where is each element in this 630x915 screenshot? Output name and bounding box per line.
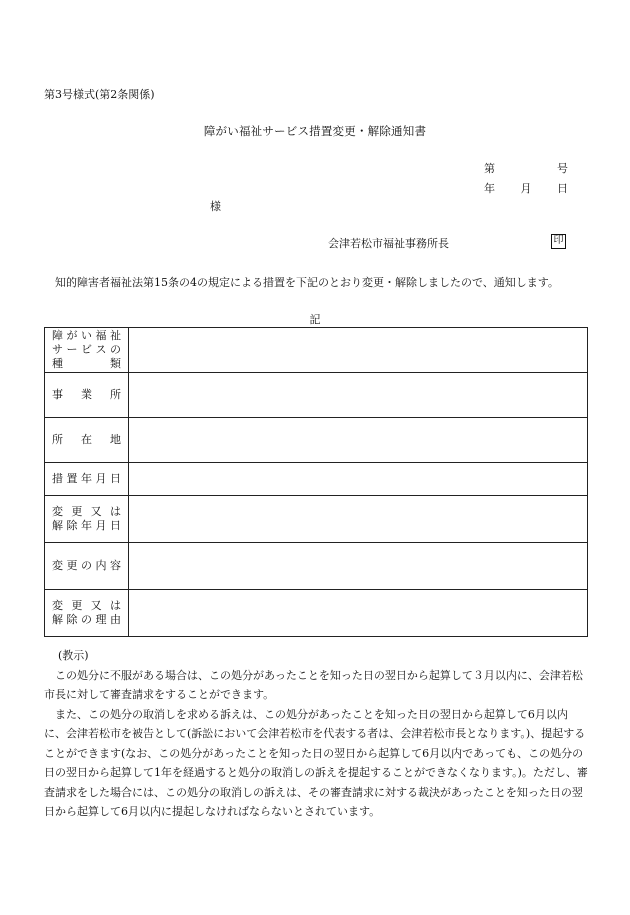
row-value-service-type	[129, 328, 588, 373]
row-label-service-type	[45, 328, 129, 373]
document-title: 障がい福祉サービス措置変更・解除通知書	[203, 124, 427, 138]
ki-heading: 記	[309, 313, 321, 326]
notes-paragraph-appeal: この処分に不服がある場合は、この処分があったことを知った日の翌日から起算して３月以内に、会津若松市長に対して審査請求をすることができます。	[44, 668, 583, 701]
row-label-address	[45, 418, 129, 463]
instruction-notes	[44, 646, 588, 822]
recipient-suffix: 様	[210, 200, 221, 213]
row-value-measure-date	[129, 463, 588, 496]
date-year: 年	[484, 182, 495, 195]
label-line: 措置年月日	[52, 472, 121, 485]
document-number-line	[484, 162, 568, 176]
label-line: 解除の理由	[52, 613, 121, 626]
issuer-name: 会津若松市福祉事務所長	[328, 237, 449, 250]
table-row	[45, 418, 588, 463]
label-line: サービスの	[52, 343, 121, 356]
seal-mark: 印	[551, 234, 566, 249]
row-value-office	[129, 373, 588, 418]
label-line: 種 類	[52, 357, 121, 370]
label-line: 障がい福祉	[52, 329, 121, 342]
date-month: 月	[520, 182, 532, 195]
label-line: 変更又は	[52, 599, 121, 612]
row-label-office	[45, 373, 129, 418]
label-line: 解除年月日	[52, 519, 121, 532]
intro-paragraph: 知的障害者福祉法第15条の4の規定による措置を下記のとおり変更・解除しましたので、通知します。	[55, 276, 559, 289]
notes-heading: (教示)	[58, 649, 89, 662]
row-label-change-date	[45, 496, 129, 543]
date-day: 日	[557, 182, 568, 195]
row-value-change-reason	[129, 590, 588, 637]
table-row	[45, 373, 588, 418]
label-line: 事業所	[52, 388, 121, 401]
details-table	[44, 327, 588, 637]
table-row	[45, 463, 588, 496]
row-label-change-content	[45, 543, 129, 590]
table-row	[45, 590, 588, 637]
row-label-measure-date	[45, 463, 129, 496]
row-label-change-reason	[45, 590, 129, 637]
label-line: 変更の内容	[52, 559, 121, 572]
notes-paragraph-lawsuit: また、この処分の取消しを求める訴えは、この処分があったことを知った日の翌日から起算して6月以内に、会津若松市を被告として(訴訟において会津若松市を代表する者は、会津若松市長となります。)、提起することができます(なお、この処分があったことを知った日の翌日から起算して6月以内であっても、この処分の日の翌日から起算して1年を経過すると処分の取消しの訴えを提起することができなくなります。)。ただし、審査請求をした場合には、この処分の取消しの訴えは、その審査請求に対する裁決があったことを知った日の翌日から起算して6月以内に提起しなければならないとされています。	[44, 707, 588, 818]
table-row	[45, 328, 588, 373]
row-value-change-date	[129, 496, 588, 543]
label-line: 変更又は	[52, 505, 121, 518]
table-row	[45, 543, 588, 590]
row-value-change-content	[129, 543, 588, 590]
issue-date-line	[484, 182, 568, 196]
label-line: 所在地	[52, 433, 121, 446]
row-value-address	[129, 418, 588, 463]
table-row	[45, 496, 588, 543]
number-prefix: 第	[484, 162, 495, 175]
number-suffix: 号	[557, 162, 568, 175]
form-label: 第3号様式(第2条関係)	[44, 88, 155, 101]
